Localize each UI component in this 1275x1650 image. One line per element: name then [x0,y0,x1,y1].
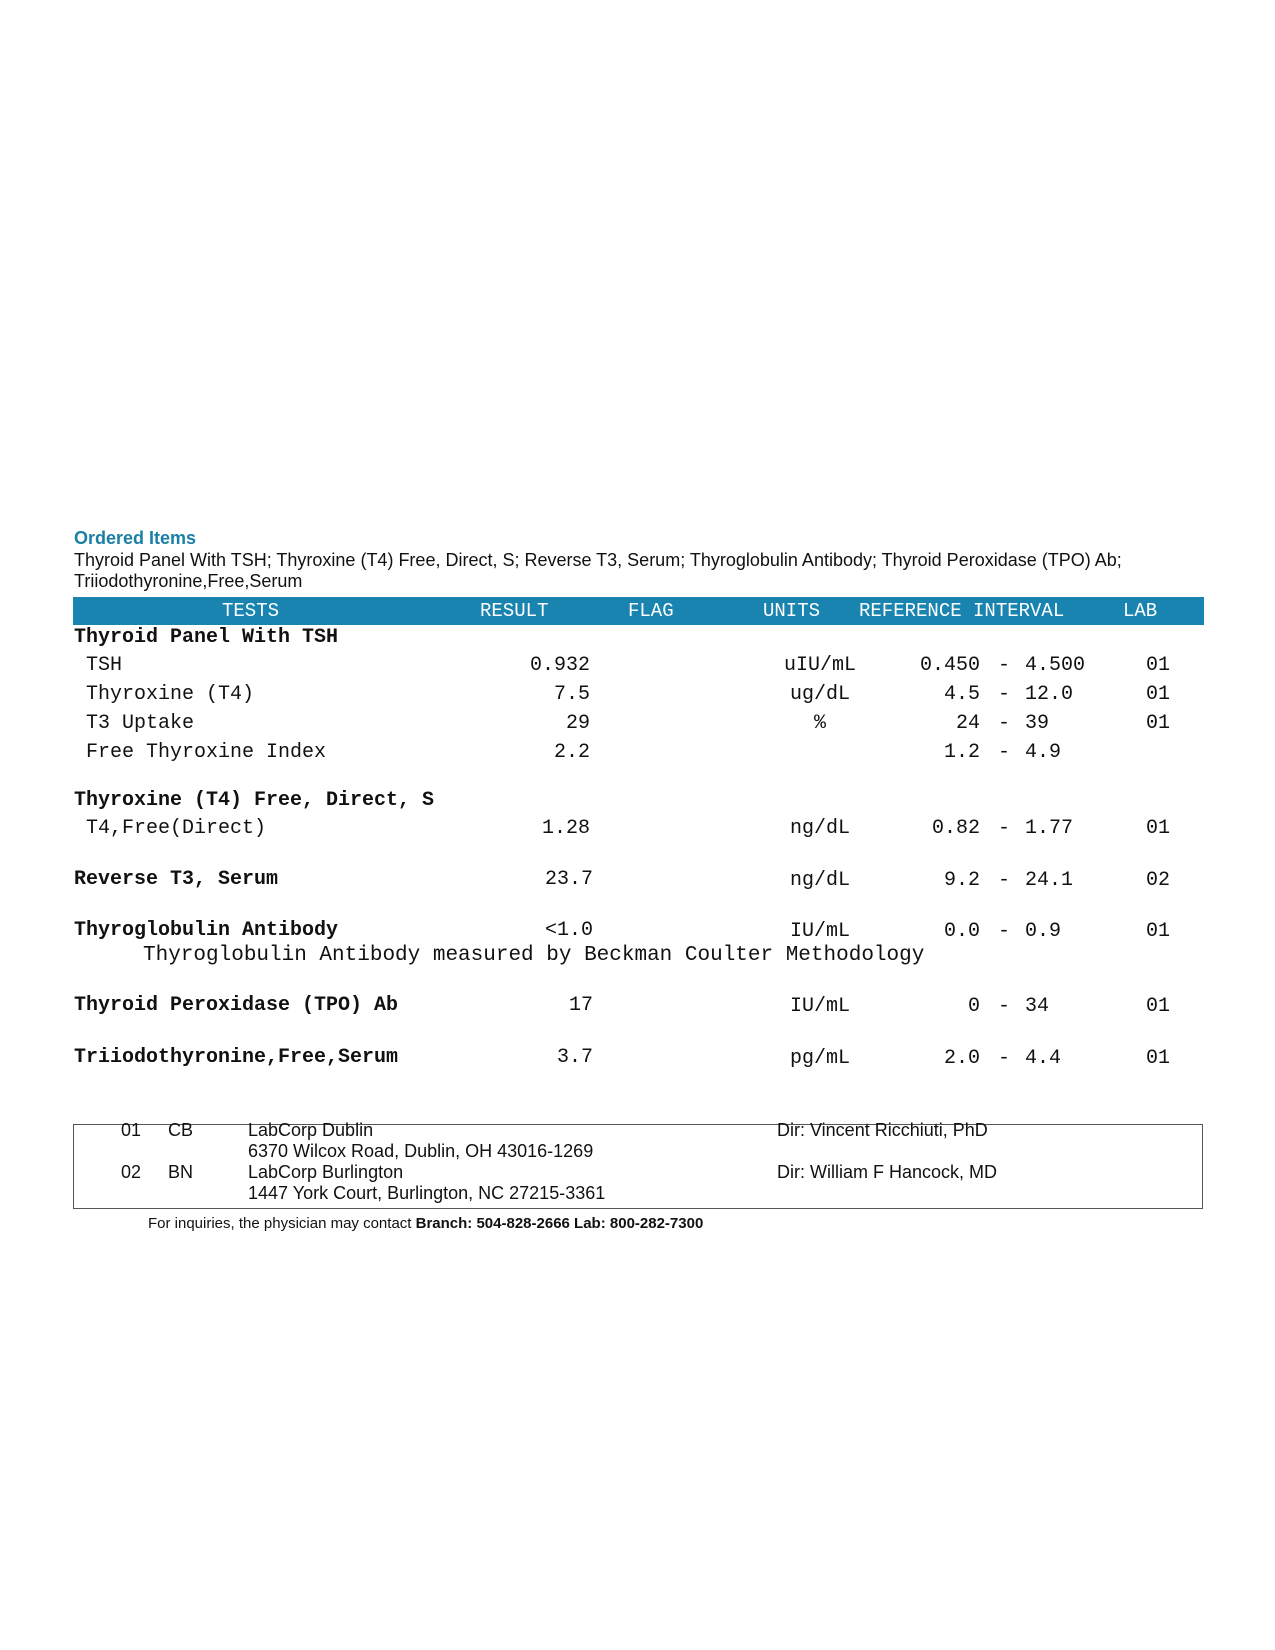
reference-dash: - [998,683,1011,706]
lab-address: 6370 Wilcox Road, Dublin, OH 43016-1269 [248,1141,594,1161]
panel-title-thyroid-panel: Thyroid Panel With TSH [74,626,339,649]
reference-low: 24 [955,712,980,735]
inquiries-note [148,1215,703,1232]
lab-code: CB [168,1120,194,1140]
test-name: Thyroxine (T4) [86,683,255,706]
test-lab: 01 [1146,683,1171,706]
lab-name: LabCorp Burlington [248,1162,404,1182]
test-lab: 01 [1146,995,1171,1018]
contact-phone-numbers: Branch: 504-828-2666 Lab: 800-282-7300 [415,1215,704,1232]
ordered-items-title: Ordered Items [74,528,197,548]
test-result: <1.0 [544,919,593,942]
lab-number: 02 [121,1162,142,1182]
reference-dash: - [998,995,1011,1018]
reference-low: 9.2 [943,869,980,892]
test-result: 29 [565,712,590,735]
reference-dash: - [998,920,1011,943]
test-lab: 01 [1146,1047,1171,1070]
test-lab: 01 [1146,712,1171,735]
reference-high: 4.9 [1025,741,1062,764]
test-units: ng/dL [789,817,850,840]
header-result: RESULT [480,600,549,622]
test-result: 0.932 [529,654,590,677]
reference-low: 4.5 [943,683,980,706]
reference-high: 34 [1025,995,1050,1018]
panel-title-t3-free: Triiodothyronine,Free,Serum [74,1046,399,1069]
test-units: ng/dL [789,869,850,892]
reference-dash: - [998,1047,1011,1070]
panel-title-t4-free: Thyroxine (T4) Free, Direct, S [74,789,435,812]
reference-low: 0 [967,995,980,1018]
header-units: UNITS [763,600,821,622]
test-name: TSH [86,654,123,677]
reference-low: 0.0 [943,920,980,943]
reference-high: 0.9 [1025,920,1062,943]
reference-dash: - [998,654,1011,677]
ordered-items-list: Thyroid Panel With TSH; Thyroxine (T4) Free, Direct, S; Reverse T3, Serum; Thyroglobulin Antibody; Thyroid Peroxidase (TPO) Ab; Triiodothyronine,Free,Serum [74,550,1122,591]
panel-title-thyroglobulin: Thyroglobulin Antibody [74,919,339,942]
lab-director: Dir: Vincent Ricchiuti, PhD [777,1120,988,1140]
reference-high: 1.77 [1025,817,1074,840]
method-note: Thyroglobulin Antibody measured by Beckman Coulter Methodology [143,944,925,967]
header-lab: LAB [1123,600,1158,622]
test-lab: 01 [1146,920,1171,943]
panel-title-tpo: Thyroid Peroxidase (TPO) Ab [74,994,399,1017]
test-name: Free Thyroxine Index [86,741,327,764]
header-tests: TESTS [222,600,280,622]
test-units: uIU/mL [783,654,856,677]
test-name: T4,Free(Direct) [86,817,267,840]
test-units: pg/mL [789,1047,850,1070]
test-units: IU/mL [789,920,850,943]
lab-number: 01 [121,1120,142,1140]
reference-low: 0.450 [919,654,980,677]
test-units: % [813,712,826,735]
test-units: ug/dL [789,683,850,706]
test-result: 7.5 [553,683,590,706]
reference-high: 4.500 [1025,654,1086,677]
reference-high: 4.4 [1025,1047,1062,1070]
lab-code: BN [168,1162,194,1182]
reference-high: 12.0 [1025,683,1074,706]
reference-dash: - [998,741,1011,764]
reference-high: 39 [1025,712,1050,735]
test-units: IU/mL [789,995,850,1018]
header-flag: FLAG [628,600,674,622]
inquiries-prefix: For inquiries, the physician may contact [148,1215,416,1232]
test-name: T3 Uptake [86,712,195,735]
panel-title-reverse-t3: Reverse T3, Serum [74,868,279,891]
test-lab: 01 [1146,817,1171,840]
reference-low: 2.0 [943,1047,980,1070]
lab-name: LabCorp Dublin [248,1120,374,1140]
test-result: 23.7 [544,868,593,891]
reference-dash: - [998,869,1011,892]
reference-low: 1.2 [943,741,980,764]
reference-dash: - [998,817,1011,840]
reference-low: 0.82 [931,817,980,840]
test-result: 17 [568,994,593,1017]
lab-director: Dir: William F Hancock, MD [777,1162,998,1182]
reference-dash: - [998,712,1011,735]
test-result: 3.7 [556,1046,593,1069]
test-result: 1.28 [541,817,590,840]
test-lab: 02 [1146,869,1171,892]
performing-labs-box [73,1124,1203,1209]
test-lab: 01 [1146,654,1171,677]
results-table-header [73,597,1204,625]
test-result: 2.2 [553,741,590,764]
lab-address: 1447 York Court, Burlington, NC 27215-3361 [248,1183,606,1203]
header-reference-interval: REFERENCE INTERVAL [859,600,1065,622]
reference-high: 24.1 [1025,869,1074,892]
